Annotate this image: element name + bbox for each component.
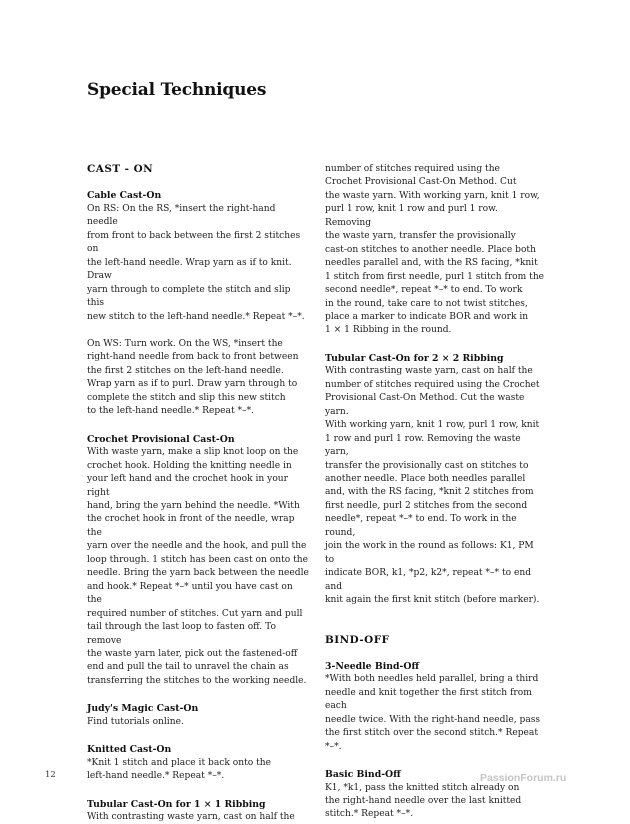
right-column xyxy=(325,163,545,822)
text-line: cast-on stitches to another needle. Place both xyxy=(325,244,536,255)
text-line: crochet hook. Holding the knitting needle in xyxy=(87,460,292,471)
text-line: knit again the first knit stitch (before marker). xyxy=(325,595,540,606)
text-line: new stitch to the left-hand needle.* Repeat *–*. xyxy=(87,311,305,322)
text-line: the waste yarn later, pick out the fastened-off xyxy=(87,648,298,659)
text-line: end and pull the tail to unravel the chain as xyxy=(87,662,289,673)
knitted-cast-on-text xyxy=(87,757,309,784)
text-line: 1 stitch from first needle, purl 1 stitch from the xyxy=(325,271,545,282)
text-line: join the work in the round as follows: K1, PM to xyxy=(325,541,534,565)
text-line: Provisional Cast-On Method. Cut the waste yarn. xyxy=(325,393,525,417)
judys-magic-title: Judy's Magic Cast-On xyxy=(87,703,199,715)
text-line: needle and knit together the first stitch from each xyxy=(325,687,532,712)
text-line: in the round, take care to not twist stitches, xyxy=(325,298,528,309)
text-line: With contrasting waste yarn, cast on half the xyxy=(325,366,533,377)
text-line: second needle*, repeat *–* to end. To work xyxy=(325,285,523,296)
text-line: yarn over the needle and the hook, and pull the xyxy=(87,541,307,552)
text-line: transfer the provisionally cast on stitches to xyxy=(325,460,529,471)
text-line: right-hand needle from back to front between xyxy=(87,352,299,363)
page-title: Special Techniques xyxy=(87,80,267,100)
text-line: to the left-hand needle.* Repeat *–*. xyxy=(87,406,255,417)
basic-bind-off-title: Basic Bind-Off xyxy=(325,769,401,781)
text-line: On RS: On the RS, *insert the right-hand needle xyxy=(87,203,276,228)
text-line: and hook.* Repeat *–* until you have cast on the xyxy=(87,581,293,606)
text-line: Crochet Provisional Cast-On Method. Cut xyxy=(325,177,517,188)
text-line: first needle, purl 2 stitches from the second xyxy=(325,500,528,511)
text-line: number of stitches required using the Crochet xyxy=(325,379,540,390)
text-line: the first 2 stitches on the left-hand needle. xyxy=(87,365,284,376)
text-line: 1 × 1 Ribbing in the round. xyxy=(325,325,452,336)
tubular-1x1-text: With contrasting waste yarn, cast on half the xyxy=(87,812,295,823)
text-line: needle. Bring the yarn back between the needle xyxy=(87,568,309,579)
left-column xyxy=(87,163,309,824)
text-line: On WS: Turn work. On the WS, *insert the xyxy=(87,338,283,349)
text-line: another needle. Place both needles parallel xyxy=(325,473,526,484)
text-line: K1, *k1, pass the knitted stitch already on xyxy=(325,782,520,793)
text-line: With working yarn, knit 1 row, purl 1 row, knit xyxy=(325,420,540,431)
cable-cast-on-title: Cable Cast-On xyxy=(87,190,162,202)
text-line: the waste yarn. With working yarn, knit 1 row, xyxy=(325,190,540,201)
text-line: tail through the last loop to fasten off. To remove xyxy=(87,622,276,646)
text-line: With waste yarn, make a slip knot loop on the xyxy=(87,447,299,458)
text-line: indicate BOR, k1, *p2, k2*, repeat *–* to end and xyxy=(325,568,532,592)
text-line: the crochet hook in front of the needle, wrap the xyxy=(87,514,295,538)
text-line: *With both needles held parallel, bring a third xyxy=(325,674,539,685)
text-line: the waste yarn, transfer the provisionally xyxy=(325,231,516,242)
tubular-2x2-title: Tubular Cast-On for 2 × 2 Ribbing xyxy=(325,352,504,364)
judys-magic-text: Find tutorials online. xyxy=(87,716,184,727)
tubular-1x1-continued-text xyxy=(325,163,545,338)
watermark: PassionForum.ru xyxy=(480,772,567,784)
three-needle-bind-off-title: 3-Needle Bind-Off xyxy=(325,660,420,672)
text-line: left-hand needle.* Repeat *–*. xyxy=(87,771,225,782)
page-number: 12 xyxy=(45,770,56,780)
text-line: loop through. 1 stitch has been cast on onto the xyxy=(87,554,308,565)
crochet-provisional-title: Crochet Provisional Cast-On xyxy=(87,433,235,445)
cable-cast-on-ws-text xyxy=(87,338,309,419)
cable-cast-on-rs-text xyxy=(87,203,309,324)
basic-bind-off-text xyxy=(325,782,545,822)
text-line: *Knit 1 stitch and place it back onto the xyxy=(87,757,271,768)
text-line: and, with the RS facing, *knit 2 stitches from xyxy=(325,487,534,498)
text-line: hand, bring the yarn behind the needle. *With xyxy=(87,500,300,511)
bind-off-heading: BIND-OFF xyxy=(325,633,390,646)
tubular-2x2-text xyxy=(325,365,545,607)
text-line: transferring the stitches to the working needle. xyxy=(87,675,307,686)
text-line: number of stitches required using the xyxy=(325,164,500,174)
text-line: the first stitch over the second stitch.* Repeat *–*. xyxy=(325,728,539,752)
tubular-1x1-title: Tubular Cast-On for 1 × 1 Ribbing xyxy=(87,798,266,810)
text-line: needles parallel and, with the RS facing, *knit xyxy=(325,258,538,269)
text-line: 1 row and purl 1 row. Removing the waste yarn, xyxy=(325,433,521,458)
text-line: needle*, repeat *–* to end. To work in the round, xyxy=(325,514,517,538)
text-line: stitch.* Repeat *–*. xyxy=(325,809,414,820)
text-line: the left-hand needle. Wrap yarn as if to knit. Draw xyxy=(87,257,292,282)
text-line: needle twice. With the right-hand needle, pass xyxy=(325,714,541,725)
text-line: purl 1 row, knit 1 row and purl 1 row. Removing xyxy=(325,204,498,228)
knitted-cast-on-title: Knitted Cast-On xyxy=(87,744,172,756)
text-line: from front to back between the first 2 stitches on xyxy=(87,230,301,255)
text-line: Wrap yarn as if to purl. Draw yarn through to xyxy=(87,379,298,390)
text-line: complete the stitch and slip this new stitch xyxy=(87,392,286,403)
three-needle-bind-off-text xyxy=(325,673,545,754)
text-line: yarn through to complete the stitch and slip this xyxy=(87,284,291,309)
cast-on-heading: CAST - ON xyxy=(87,163,154,175)
text-line: your left hand and the crochet hook in your right xyxy=(87,474,288,498)
text-line: the right-hand needle over the last knitted xyxy=(325,796,522,807)
text-line: place a marker to indicate BOR and work in xyxy=(325,311,529,322)
text-line: required number of stitches. Cut yarn and pull xyxy=(87,608,303,619)
crochet-provisional-text xyxy=(87,446,309,688)
